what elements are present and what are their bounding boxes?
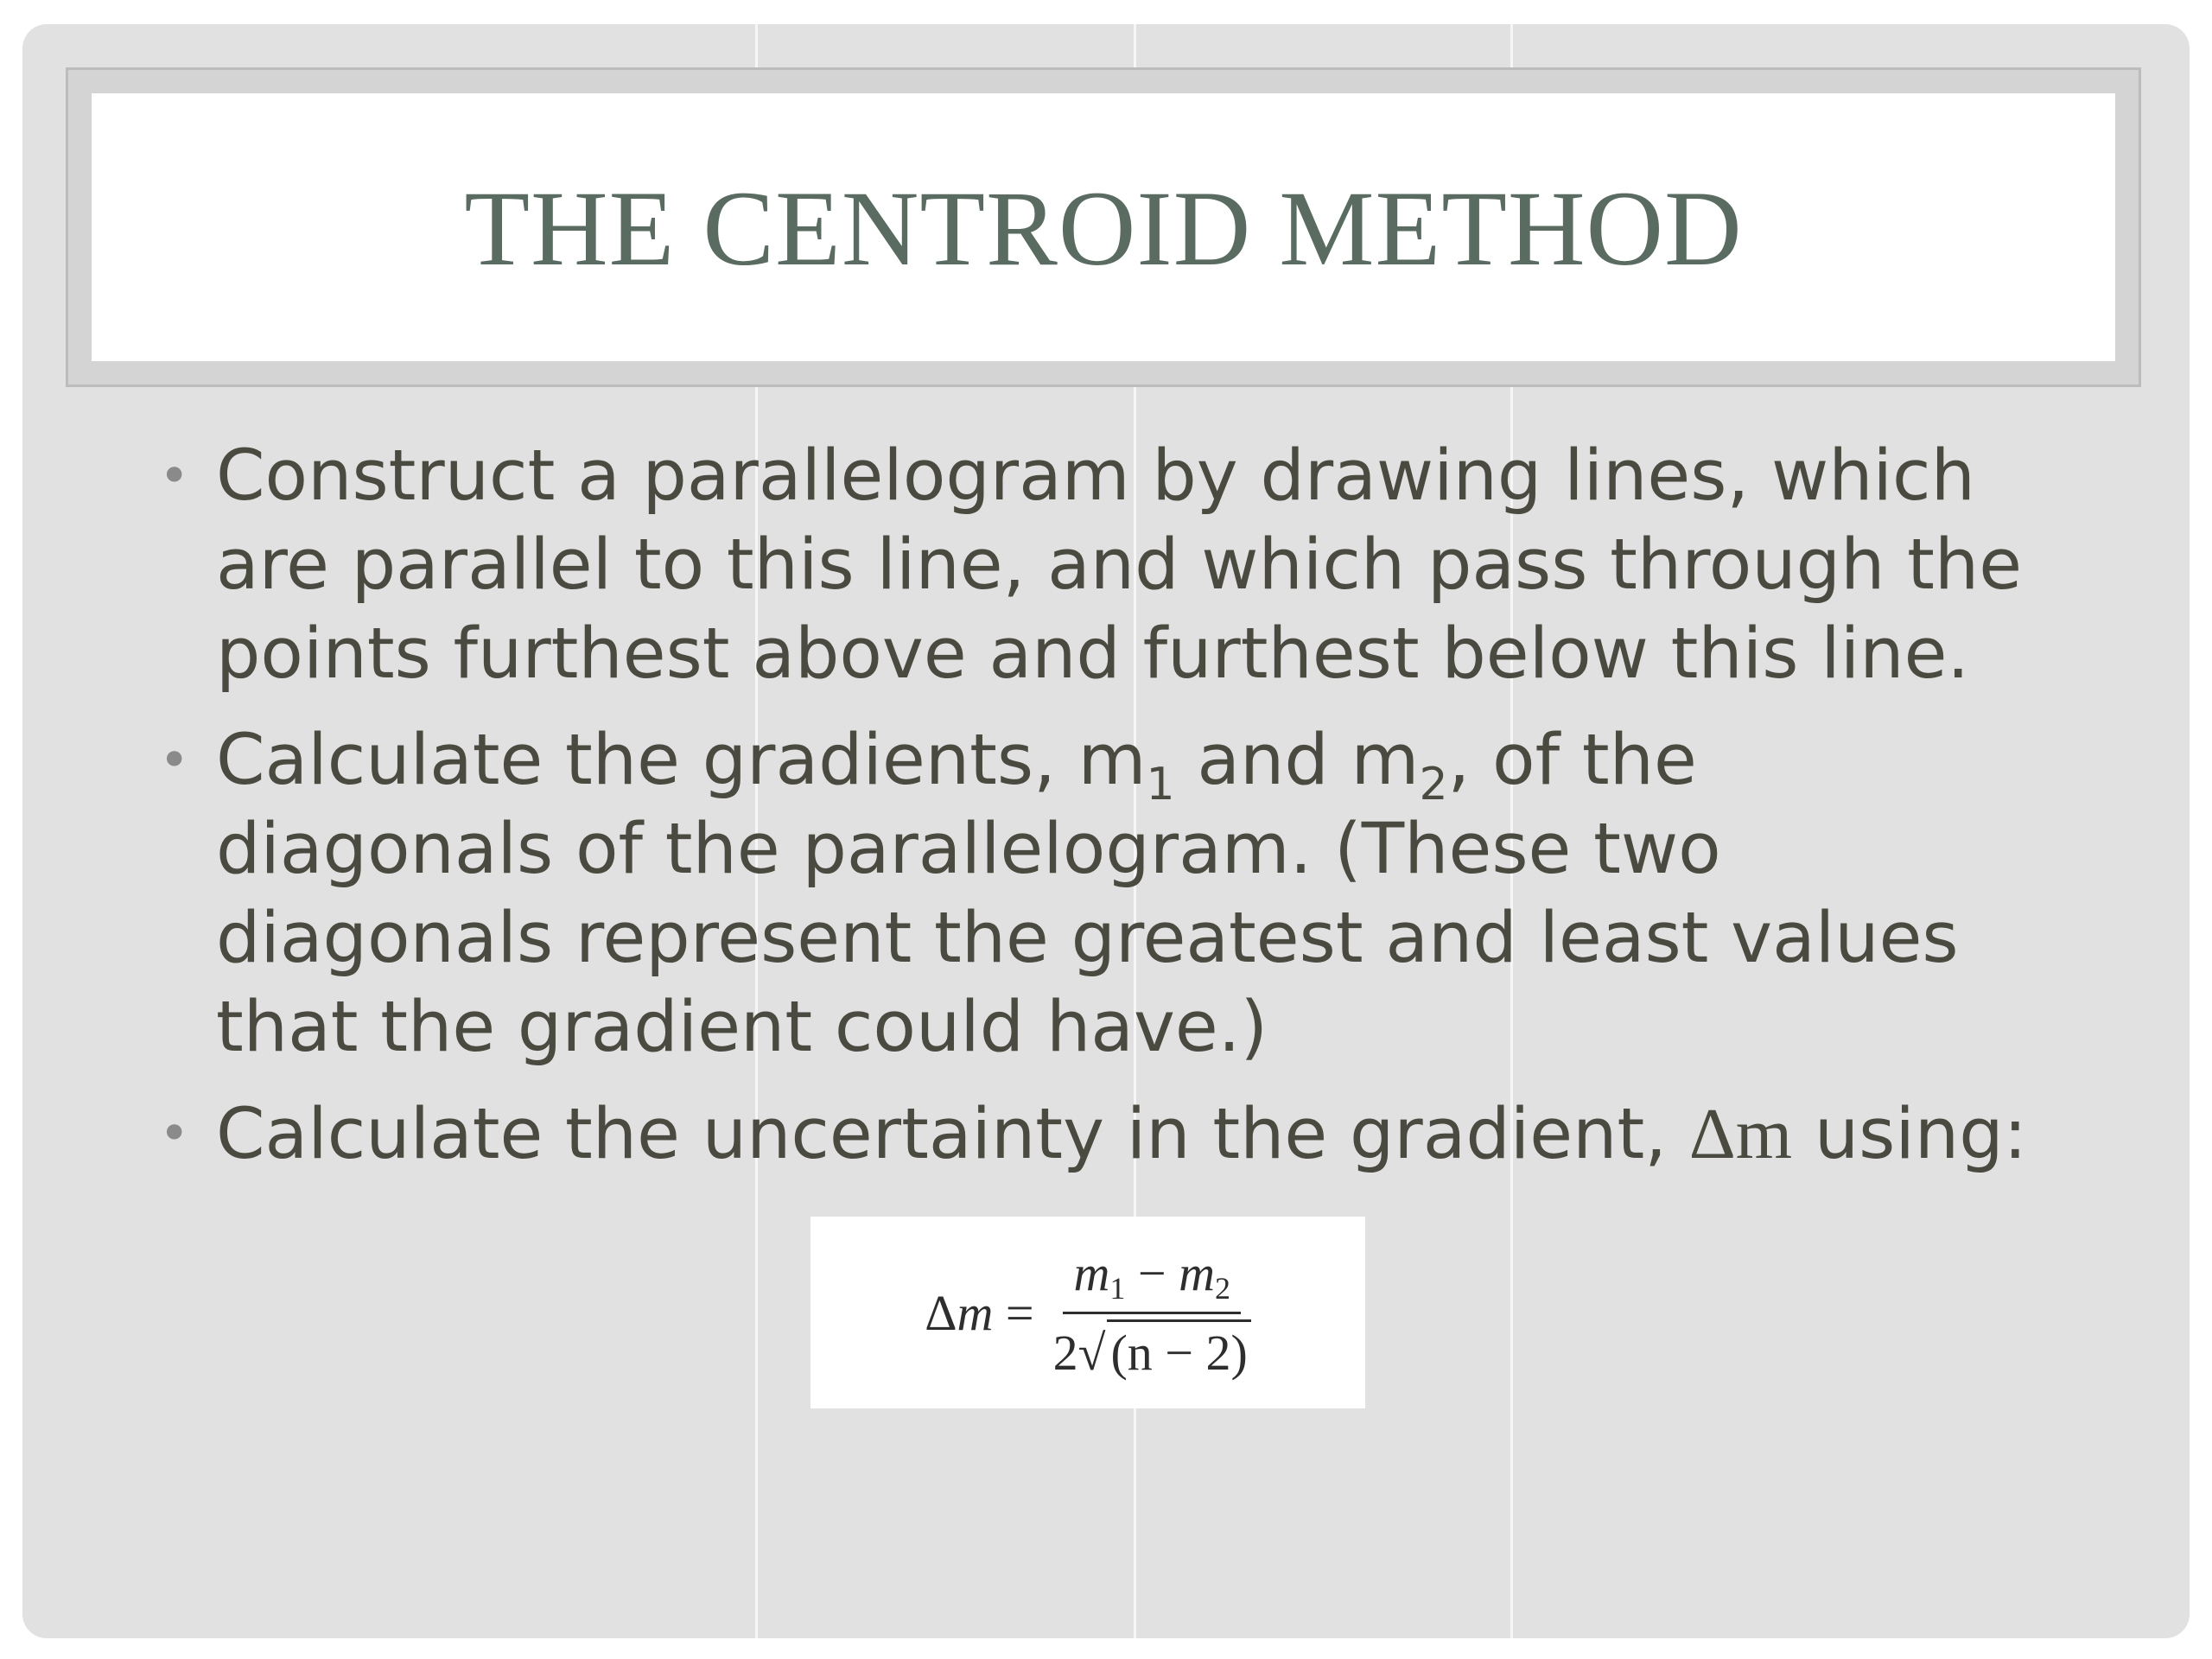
slide bbox=[22, 24, 2190, 1638]
formula-fraction bbox=[1053, 1244, 1251, 1382]
formula-radicand: (n − 2) bbox=[1107, 1319, 1250, 1382]
formula-denominator bbox=[1053, 1314, 1251, 1382]
formula-image bbox=[810, 1217, 1365, 1408]
title-box bbox=[92, 93, 2115, 361]
bullet-list bbox=[22, 432, 2190, 1197]
minus-sign: − bbox=[1125, 1244, 1179, 1301]
formula-variable: m bbox=[957, 1284, 994, 1341]
formula-variable: m bbox=[1179, 1244, 1215, 1301]
subscript: 2 bbox=[1214, 1270, 1230, 1306]
subscript: 1 bbox=[1109, 1270, 1126, 1306]
equals-sign: = bbox=[1005, 1284, 1034, 1341]
bullet-icon: • bbox=[159, 730, 190, 791]
formula-lhs bbox=[925, 1284, 1033, 1342]
subscript: 2 bbox=[1419, 759, 1448, 810]
sqrt-icon: √ bbox=[1077, 1324, 1106, 1381]
bullet-icon: • bbox=[159, 446, 190, 506]
formula-variable: m bbox=[1073, 1244, 1110, 1301]
formula-numerator bbox=[1063, 1244, 1241, 1314]
bullet-text-line: diagonals of the parallelogram. (These two bbox=[216, 809, 1721, 890]
bullet-text: Calculate the uncertainty in the gradient, bbox=[216, 1094, 1689, 1175]
title-frame bbox=[66, 67, 2141, 387]
delta-symbol: Δ bbox=[925, 1284, 957, 1341]
bullet-text-line bbox=[216, 716, 2155, 810]
bullet-text: using: bbox=[1792, 1094, 2027, 1175]
math-symbol: Δm bbox=[1688, 1094, 1793, 1174]
bullet-item bbox=[22, 432, 2190, 699]
bullet-text: and m bbox=[1174, 720, 1420, 801]
bullet-item bbox=[22, 1090, 2190, 1179]
bullet-text-line: are parallel to this line, and which pass through the bbox=[216, 524, 2023, 606]
bullet-item bbox=[22, 716, 2190, 1072]
bullet-icon: • bbox=[159, 1103, 190, 1164]
bullet-text-line: that the gradient could have.) bbox=[216, 987, 1268, 1068]
bullet-text-line bbox=[216, 1090, 2155, 1179]
bullet-text-line: points furthest above and furthest below this line. bbox=[216, 613, 1970, 695]
bullet-text: , of the bbox=[1447, 720, 1697, 801]
uncertainty-formula bbox=[925, 1244, 1251, 1382]
bullet-text-line: Construct a parallelogram by drawing lines, which bbox=[216, 435, 1975, 517]
formula-coefficient: 2 bbox=[1052, 1324, 1078, 1381]
bullet-text: Calculate the gradients, m bbox=[216, 720, 1147, 801]
subscript: 1 bbox=[1146, 759, 1175, 810]
bullet-text-line: diagonals represent the greatest and least values bbox=[216, 898, 1959, 979]
slide-title: THE CENTROID METHOD bbox=[464, 169, 1743, 288]
